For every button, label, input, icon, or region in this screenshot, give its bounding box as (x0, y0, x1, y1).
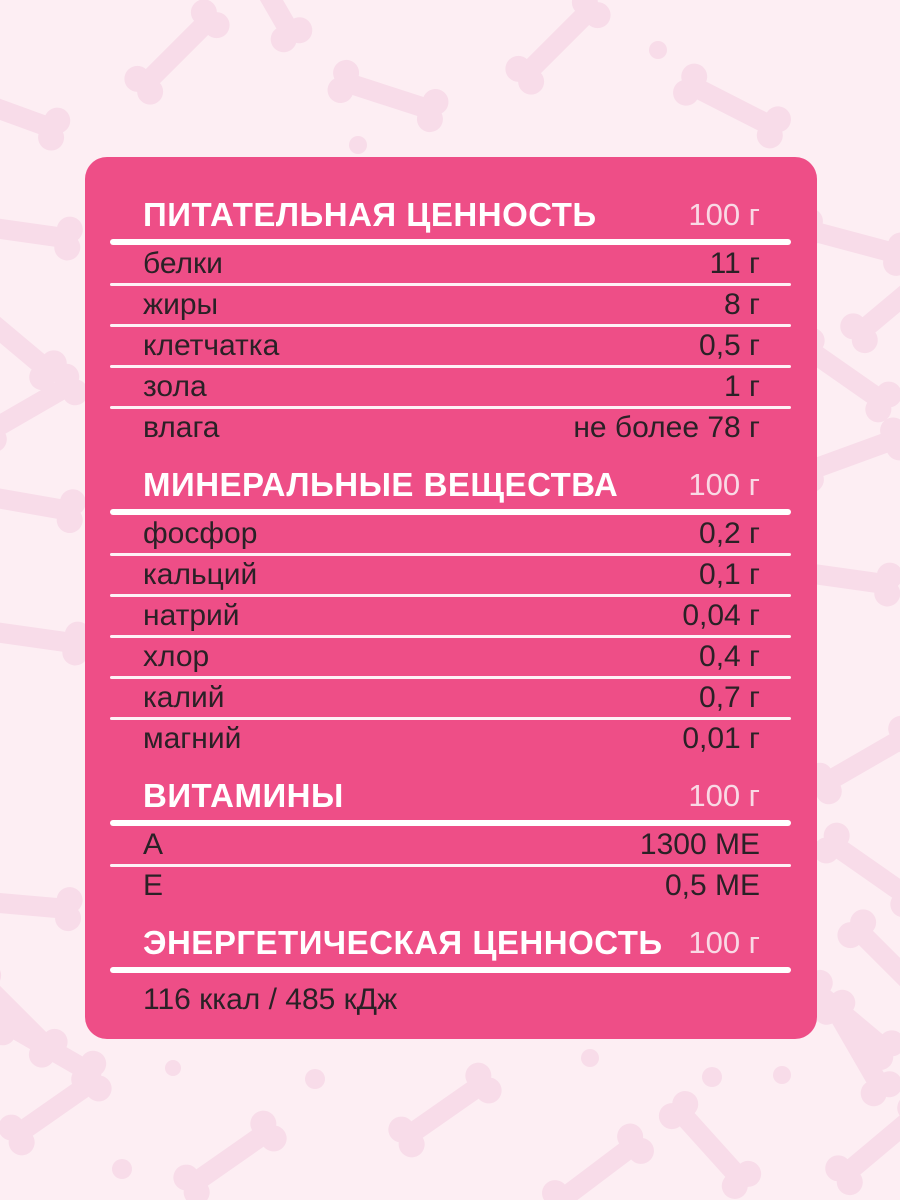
nutrient-row (110, 638, 791, 676)
bone-icon (381, 1056, 509, 1165)
row-divider (110, 553, 791, 556)
nutrient-value: 0,5 г (699, 329, 760, 362)
dot-decoration (305, 1069, 325, 1089)
section-rows (110, 979, 791, 1021)
nutrient-value: 0,1 г (699, 558, 760, 591)
bone-icon (117, 0, 237, 112)
dot-decoration (349, 136, 367, 154)
bone-icon (818, 1088, 900, 1200)
nutrient-name: Е (143, 869, 164, 902)
section-unit: 100 г (688, 925, 760, 960)
bone-icon (535, 1116, 662, 1200)
row-divider (110, 864, 791, 867)
section-title: ПИТАТЕЛЬНАЯ ЦЕННОСТЬ (143, 196, 597, 233)
section-unit: 100 г (688, 467, 760, 502)
section-header (110, 193, 791, 237)
nutrient-name: клетчатка (143, 329, 280, 362)
bone-icon (0, 606, 95, 669)
bone-icon (166, 1104, 294, 1200)
nutrient-value: 1 г (724, 370, 760, 403)
row-divider (110, 283, 791, 286)
nutrient-name: калий (143, 681, 225, 714)
nutrition-sections (110, 193, 791, 1021)
nutrition-section (110, 774, 791, 905)
nutrient-name: зола (143, 370, 207, 403)
bone-icon (0, 70, 76, 156)
nutrient-row (110, 286, 791, 324)
nutrient-value: 11 г (709, 247, 760, 280)
dot-decoration (649, 41, 667, 59)
section-title: ЭНЕРГЕТИЧЕСКАЯ ЦЕННОСТЬ (143, 924, 663, 961)
row-divider (110, 635, 791, 638)
nutrient-name: натрий (143, 599, 240, 632)
section-rows (110, 245, 791, 447)
nutrient-row (110, 327, 791, 365)
nutrient-name: белки (143, 247, 223, 280)
nutrient-value: 0,04 г (682, 599, 760, 632)
section-rows (110, 515, 791, 758)
section-divider (110, 967, 791, 973)
nutrient-value: 0,2 г (699, 517, 760, 550)
section-header (110, 921, 791, 965)
nutrient-value: не более 78 г (573, 411, 760, 444)
nutrient-name: жиры (143, 288, 219, 321)
nutrition-section (110, 921, 791, 1021)
nutrient-row (110, 515, 791, 553)
nutrient-name: магний (143, 722, 242, 755)
bone-icon (322, 55, 454, 137)
nutrient-row (110, 368, 791, 406)
bone-icon (498, 0, 618, 102)
nutrient-row (110, 867, 791, 905)
row-divider (110, 676, 791, 679)
nutrient-value: 1300 МЕ (639, 828, 760, 861)
section-title: МИНЕРАЛЬНЫЕ ВЕЩЕСТВА (143, 466, 619, 503)
nutrition-section (110, 463, 791, 758)
row-divider (110, 594, 791, 597)
row-divider (110, 717, 791, 720)
nutrient-row (110, 679, 791, 717)
section-unit: 100 г (688, 778, 760, 813)
bone-icon (651, 1084, 768, 1200)
nutrient-row (110, 245, 791, 283)
nutrient-row (110, 979, 791, 1021)
bone-icon (806, 816, 900, 925)
nutrient-row (110, 597, 791, 635)
dot-decoration (165, 1060, 181, 1076)
nutrient-name: влага (143, 411, 220, 444)
nutrient-name: хлор (143, 640, 210, 673)
nutrition-label-card (85, 157, 817, 1039)
bone-icon (0, 201, 87, 264)
bone-icon (666, 57, 797, 154)
nutrition-section (110, 193, 791, 447)
bone-icon (0, 470, 90, 537)
dot-decoration (112, 1159, 132, 1179)
dot-decoration (773, 1066, 791, 1084)
nutrient-name: 116 ккал / 485 кДж (143, 983, 398, 1016)
section-unit: 100 г (688, 197, 760, 232)
nutrient-value: 0,01 г (682, 722, 760, 755)
nutrient-row (110, 826, 791, 864)
bone-icon (0, 877, 86, 934)
nutrient-value: 0,4 г (699, 640, 760, 673)
nutrient-value: 8 г (724, 288, 760, 321)
dot-decoration (581, 1049, 599, 1067)
bone-icon (217, 0, 319, 59)
nutrient-name: фосфор (143, 517, 258, 550)
row-divider (110, 365, 791, 368)
row-divider (110, 406, 791, 409)
section-header (110, 463, 791, 507)
nutrient-name: кальций (143, 558, 258, 591)
section-header (110, 774, 791, 818)
nutrient-row (110, 720, 791, 758)
section-title: ВИТАМИНЫ (143, 777, 344, 814)
nutrient-row (110, 556, 791, 594)
nutrient-row (110, 409, 791, 447)
nutrient-value: 0,7 г (699, 681, 760, 714)
nutrient-name: А (143, 828, 164, 861)
nutrient-value: 0,5 МЕ (664, 869, 760, 902)
section-rows (110, 826, 791, 905)
row-divider (110, 324, 791, 327)
dot-decoration (702, 1067, 722, 1087)
